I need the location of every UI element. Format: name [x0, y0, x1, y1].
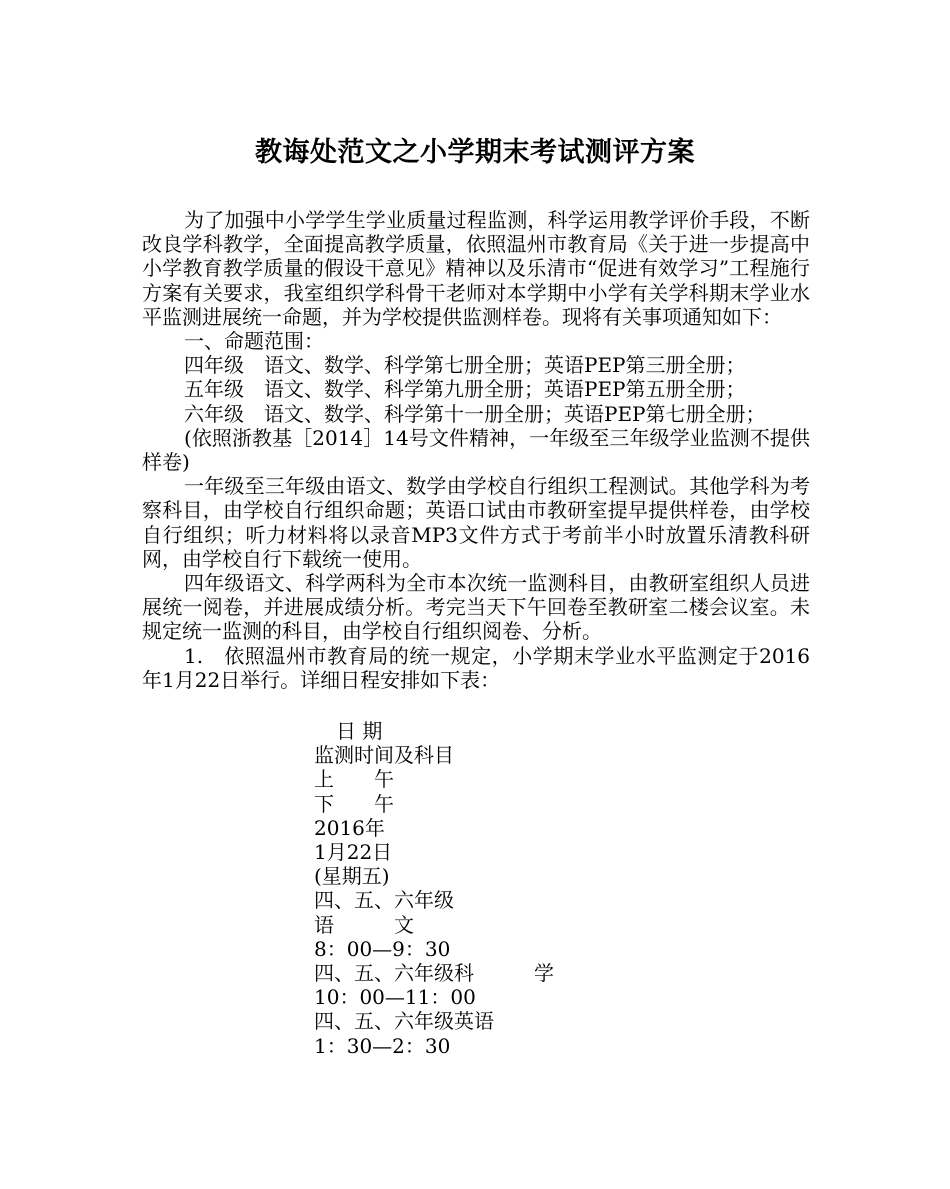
schedule-header-afternoon: 下 午 [314, 791, 394, 816]
schedule-chinese-grades: 四、五、六年级 [314, 888, 454, 913]
grade-4-unified-paragraph: 四年级语文、科学两科为全市本次统一监测科目，由教研室组织人员进展统一阅卷，并进展成绩分析。考完当天下午回卷至教研室二楼会议室。未规定统一监测的科目，由学校自行组织阅卷、分析。 [142, 571, 810, 644]
scope-grade-6: 六年级 语文、数学、科学第十一册全册；英语PEP第七册全册； [184, 401, 766, 426]
schedule-science-time: 10：00—11：00 [314, 985, 476, 1010]
schedule-table [314, 719, 714, 1058]
schedule-english-time: 1：30—2：30 [314, 1033, 451, 1058]
grades-1-3-paragraph: 一年级至三年级由语文、数学由学校自行组织工程测试。其他学科为考察科目，由学校自行组织命题；英语口试由市教研室提早提供样卷，由学校自行组织；听力材料将以录音MP3文件方式于考前半小时放置乐清教科研网，由学校自行下载统一使用。 [142, 474, 810, 571]
section-heading-scope: 一、命题范围： [184, 329, 324, 354]
schedule-header-time-subject: 监测时间及科目 [314, 743, 454, 768]
schedule-intro-paragraph: 1. 依照温州市教育局的统一规定，小学期末学业水平监测定于2016年1月22日举行。详细日程安排如下表： [142, 643, 810, 692]
schedule-english-subject: 四、五、六年级英语 [314, 1009, 494, 1034]
scope-grade-5: 五年级 语文、数学、科学第九册全册；英语PEP第五册全册； [184, 377, 746, 402]
scope-note: (依照浙教基［2014］14号文件精神，一年级至三年级学业监测不提供样卷) [142, 425, 810, 475]
schedule-chinese-subject: 语 文 [314, 912, 414, 937]
schedule-chinese-time: 8：00—9：30 [314, 936, 451, 961]
document-body [142, 208, 810, 692]
scope-grade-4: 四年级 语文、数学、科学第七册全册；英语PEP第三册全册； [184, 353, 746, 378]
schedule-date-day: 1月22日 [314, 840, 393, 865]
document-title: 教诲处范文之小学期末考试测评方案 [255, 137, 695, 168]
intro-paragraph: 为了加强中小学学生学业质量过程监测，科学运用教学评价手段，不断改良学科教学，全面提高教学质量，依照温州市教育局《关于进一步提高中小学教育教学质量的假设干意见》精神以及乐清市“促进有效学习”工程施行方案有关要求，我室组织学科骨干老师对本学期中小学有关学科期末学业水平监测进展统一命题，并为学校提供监测样卷。现将有关事项通知如下： [142, 208, 810, 329]
schedule-header-morning: 上 午 [314, 767, 394, 792]
schedule-date-year: 2016年 [314, 815, 385, 840]
schedule-science-subject: 四、五、六年级科 学 [314, 961, 554, 986]
schedule-header-date: 日 期 [336, 719, 383, 743]
schedule-date-weekday: (星期五) [314, 864, 390, 889]
